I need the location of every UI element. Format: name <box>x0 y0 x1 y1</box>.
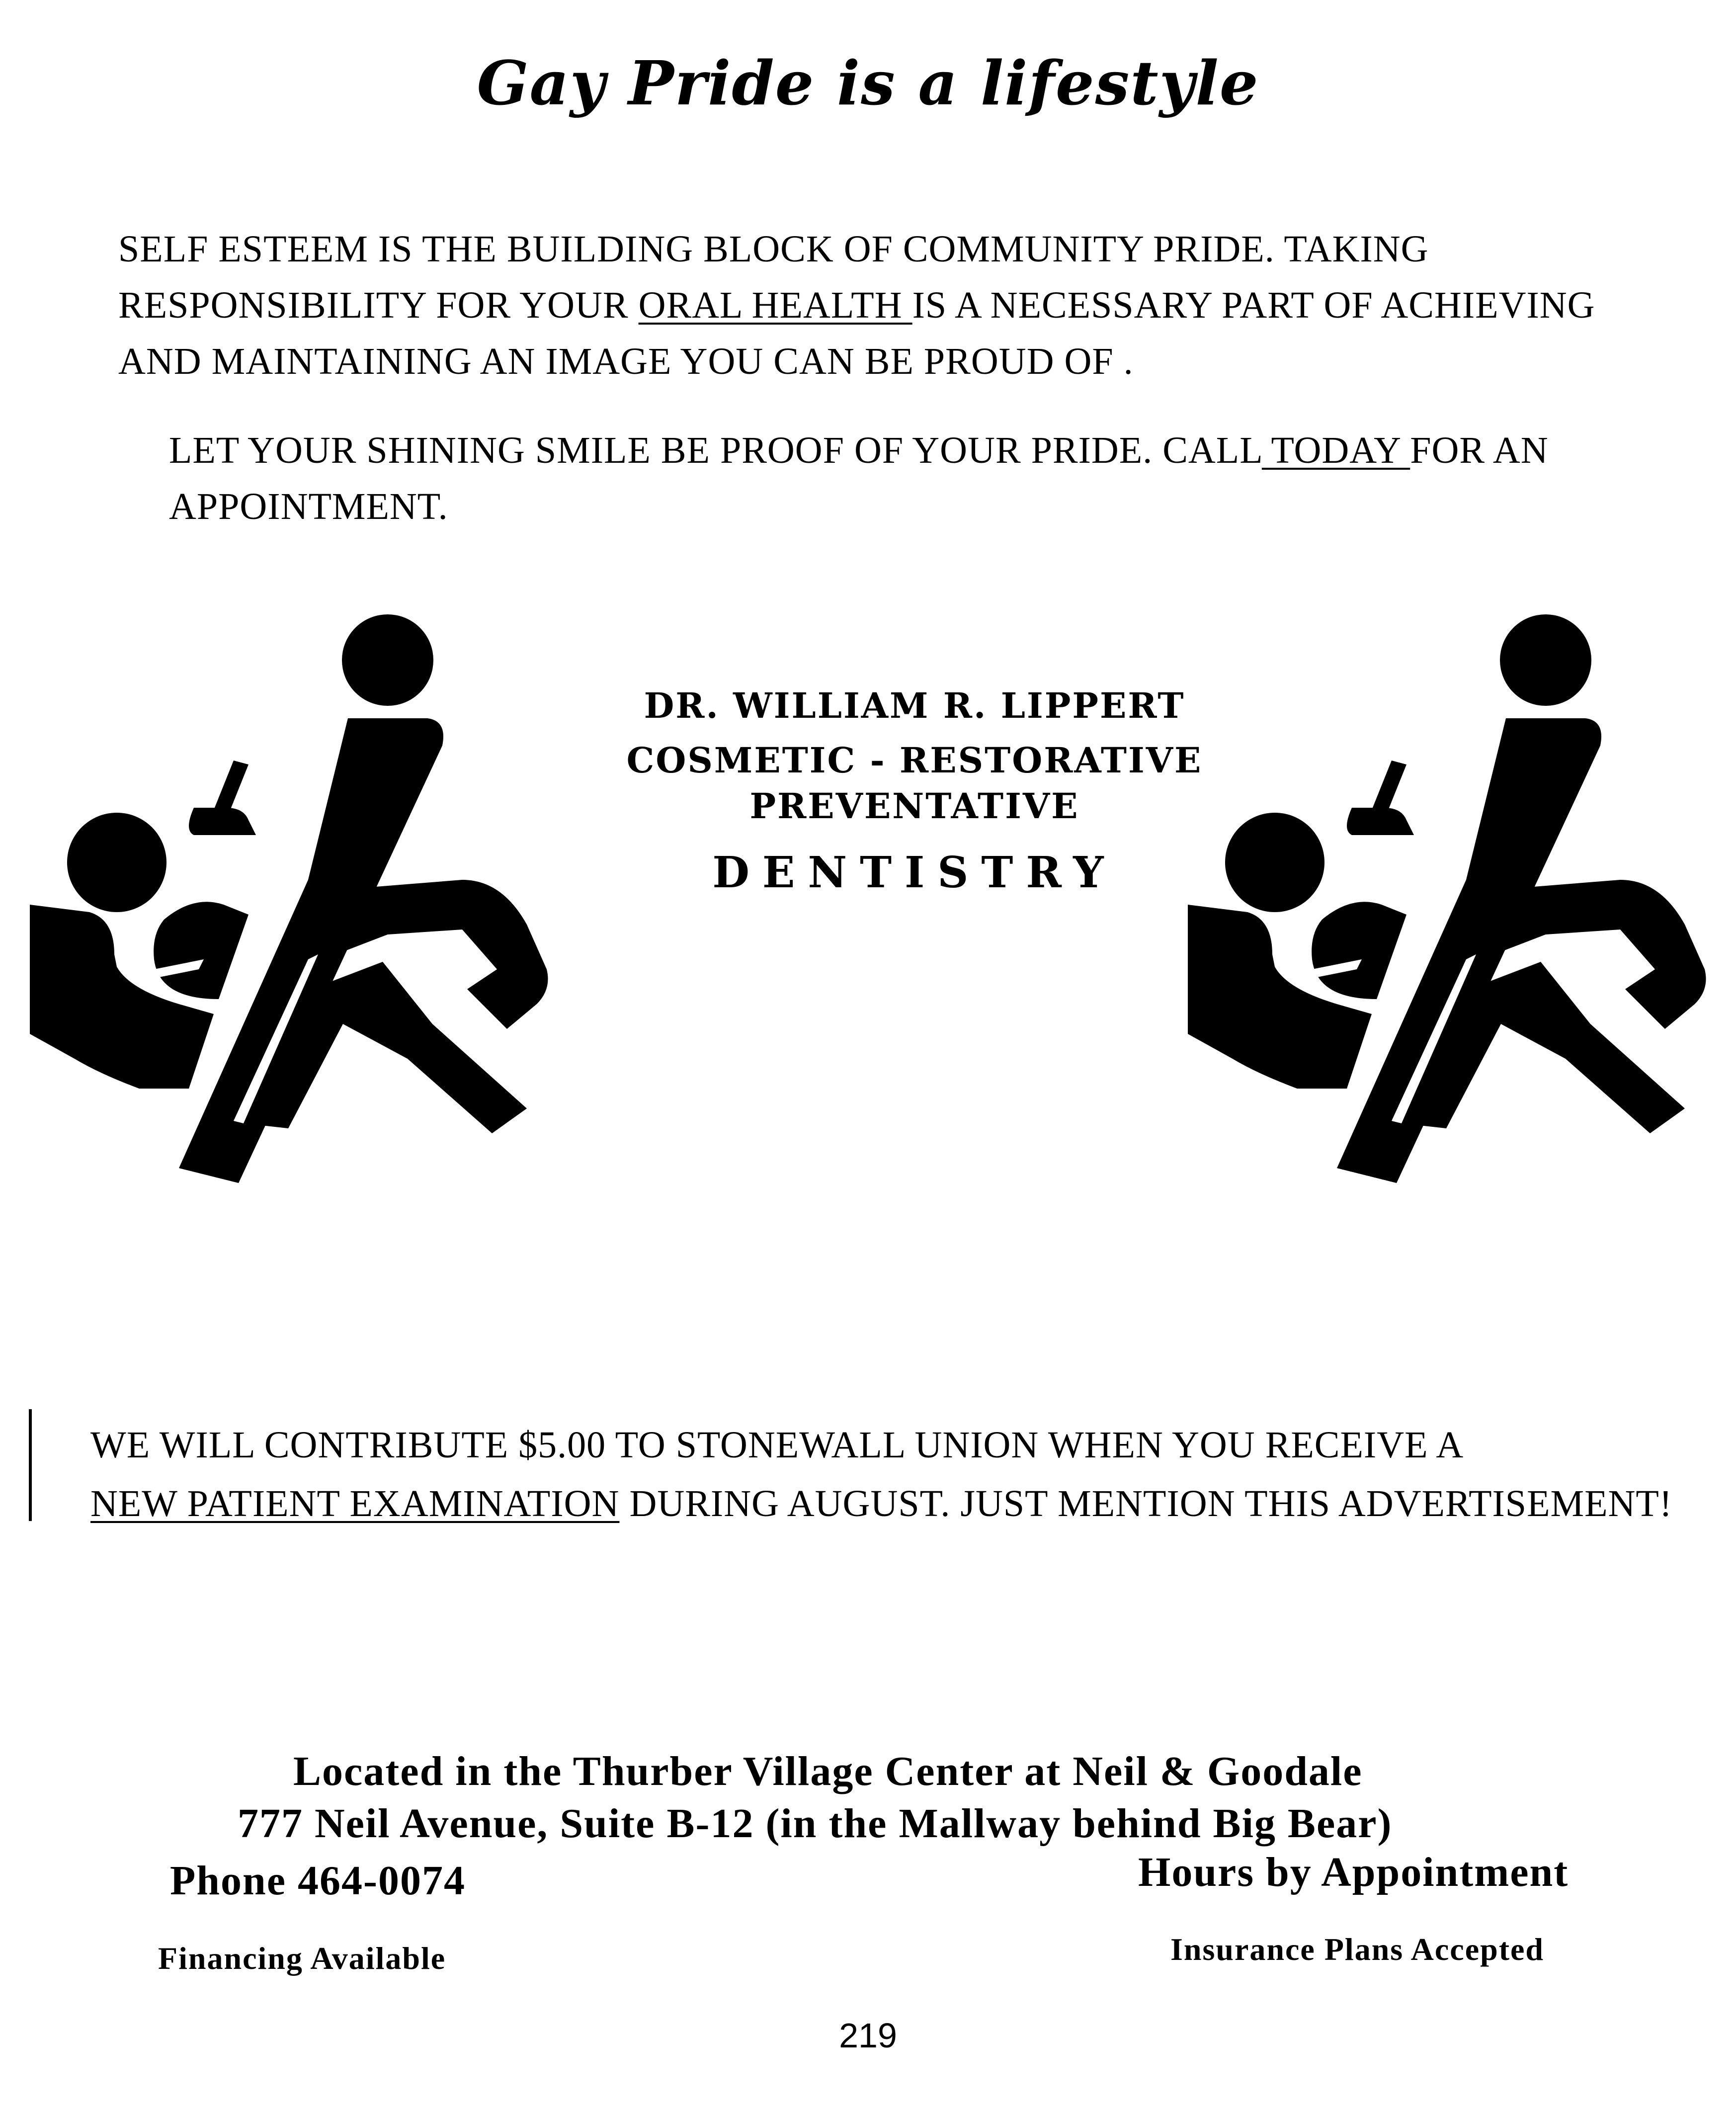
intro-line-3: AND MAINTAINING AN IMAGE YOU CAN BE PROUD OF . <box>118 340 1134 382</box>
offer-line-1: WE WILL CONTRIBUTE $5.00 TO STONEWALL UNION WHEN YOU RECEIVE A <box>90 1424 1464 1466</box>
intro-line-2-start: RESPONSIBILITY FOR YOUR <box>118 284 639 326</box>
location-line-1: Located in the Thurber Village Center at Neil & Goodale <box>293 1748 1363 1794</box>
intro-paragraph <box>118 221 1595 390</box>
location-line-2: 777 Neil Avenue, Suite B-12 (in the Mallway behind Big Bear) <box>238 1800 1393 1847</box>
offer-paragraph <box>90 1416 1672 1533</box>
insurance: Insurance Plans Accepted <box>1170 1932 1544 1967</box>
margin-rule <box>29 1409 32 1521</box>
intro-line-2 <box>118 277 1595 334</box>
specialty-line-1: COSMETIC - RESTORATIVE <box>626 740 1203 781</box>
call-line-1 <box>169 423 1549 479</box>
call-line-1-start: LET YOUR SHINING SMILE BE PROOF OF YOUR PRIDE. CALL <box>169 429 1262 471</box>
dentist-with-patient-icon <box>30 611 577 1183</box>
financing: Financing Available <box>158 1941 446 1976</box>
intro-line-1: SELF ESTEEM IS THE BUILDING BLOCK OF COMMUNITY PRIDE. TAKING <box>118 228 1429 270</box>
today-emphasis: TODAY <box>1261 429 1410 471</box>
page-number: 219 <box>839 2016 897 2055</box>
phone: Phone 464-0074 <box>170 1858 466 1904</box>
oral-health-emphasis: ORAL HEALTH <box>638 284 912 326</box>
dentist-name: DR. WILLIAM R. LIPPERT <box>644 685 1185 726</box>
specialty-line-3: DENTISTRY <box>712 847 1117 898</box>
headline: Gay Pride is a lifestyle <box>477 47 1259 119</box>
call-paragraph <box>169 423 1549 535</box>
new-patient-emphasis: NEW PATIENT EXAMINATION <box>90 1483 620 1525</box>
offer-line-2-end: DURING AUGUST. JUST MENTION THIS ADVERTISEMENT! <box>619 1483 1673 1525</box>
hours: Hours by Appointment <box>1138 1849 1569 1895</box>
specialty-line-2: PREVENTATIVE <box>749 785 1079 827</box>
intro-line-2-end: IS A NECESSARY PART OF ACHIEVING <box>912 284 1595 326</box>
offer-line-2 <box>90 1474 1672 1533</box>
call-line-2: APPOINTMENT. <box>169 486 448 527</box>
call-line-1-end: FOR AN <box>1410 429 1549 471</box>
